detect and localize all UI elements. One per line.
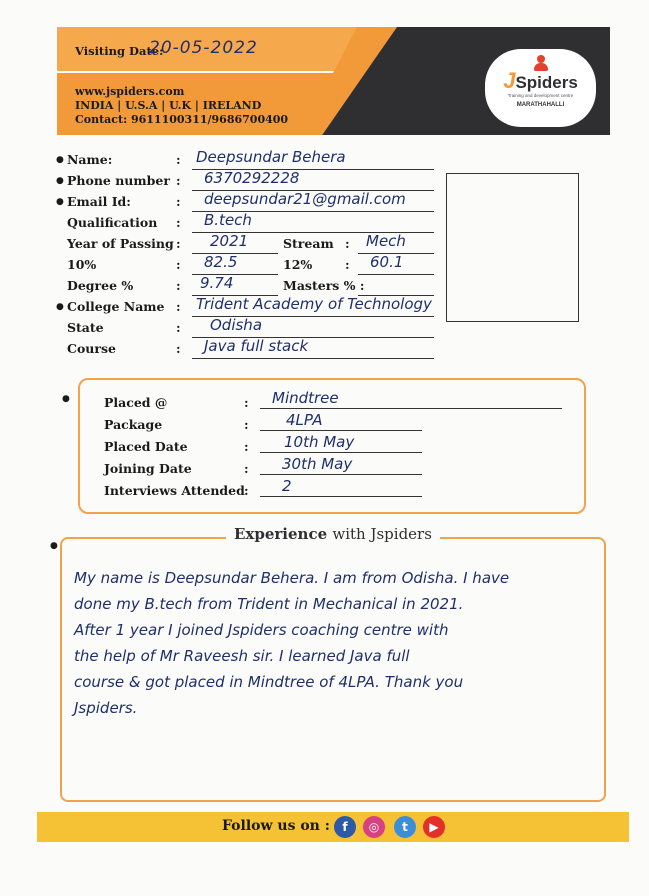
website-text: www.jspiders.com [75,85,185,98]
interviews-value: 2 [282,477,292,495]
instagram-icon[interactable]: ◎ [363,816,385,838]
state-value: Odisha [210,316,263,334]
experience-title: Experience with Jspiders [226,525,440,543]
experience-line: My name is Deepsundar Behera. I am from Odisha. I have [74,569,510,587]
qualification-value: B.tech [204,211,252,229]
placed-date-label: Placed Date [104,439,188,454]
facebook-icon[interactable]: f [334,816,356,838]
logo-tagline: Training and development centre [507,93,574,98]
twelfth-label: 12% [283,257,313,272]
phone-label: Phone number [67,173,170,188]
jspiders-logo [485,49,596,127]
placed-label: Placed @ [104,395,168,410]
experience-line: done my B.tech from Trident in Mechanical in 2021. [74,595,464,613]
tenth-value: 82.5 [204,253,238,271]
visiting-date-label: Visiting Date: [75,44,164,58]
follow-us-label: Follow us on : [222,818,330,834]
person-icon [533,55,549,71]
experience-text [74,565,604,721]
logo-branch: MARATHAHALLI [516,102,565,108]
email-value: deepsundar21@gmail.com [204,190,406,208]
joining-date-value: 30th May [282,455,353,473]
contact-block [75,85,288,127]
twelfth-value: 60.1 [370,253,404,271]
experience-line: Jspiders. [74,699,138,717]
visiting-date-value: 20-05-2022 [149,38,258,58]
stream-value: Mech [366,232,406,250]
experience-line: course & got placed in Mindtree of 4LPA. Thank you [74,673,464,691]
photo-placeholder [446,173,579,322]
course-value: Java full stack [204,337,309,355]
package-label: Package [104,417,163,432]
course-label: Course [67,341,116,356]
experience-line: the help of Mr Raveesh sir. I learned Java full [74,647,410,665]
placed-date-value: 10th May [284,433,355,451]
youtube-icon[interactable]: ▶ [423,816,445,838]
countries-text: INDIA | U.S.A | U.K | IRELAND [75,99,262,112]
degree-value: 9.74 [200,274,234,292]
joining-date-label: Joining Date [104,461,192,476]
placed-value: Mindtree [272,389,339,407]
stream-label: Stream [283,236,334,251]
twitter-icon[interactable]: t [394,816,416,838]
interviews-label: Interviews Attended [104,483,245,498]
experience-line: After 1 year I joined Jspiders coaching centre with [74,621,449,639]
qualification-label: Qualification [67,215,158,230]
state-label: State [67,320,104,335]
header-banner [57,27,610,135]
college-value: Trident Academy of Technology [196,295,432,313]
footer-bar [37,812,629,842]
contact-text: Contact: 9611100311/9686700400 [75,113,289,126]
yop-label: Year of Passing [67,236,174,251]
package-value: 4LPA [286,411,323,429]
phone-value: 6370292228 [204,169,300,187]
yop-value: 2021 [210,232,249,250]
tenth-label: 10% [67,257,97,272]
name-value: Deepsundar Behera [196,148,346,166]
college-label: College Name [67,299,165,314]
logo-wordmark: JSpiders [503,68,578,93]
name-label: Name: [67,152,113,167]
email-label: Email Id: [67,194,131,209]
masters-label: Masters % : [283,278,365,293]
degree-label: Degree % [67,278,134,293]
